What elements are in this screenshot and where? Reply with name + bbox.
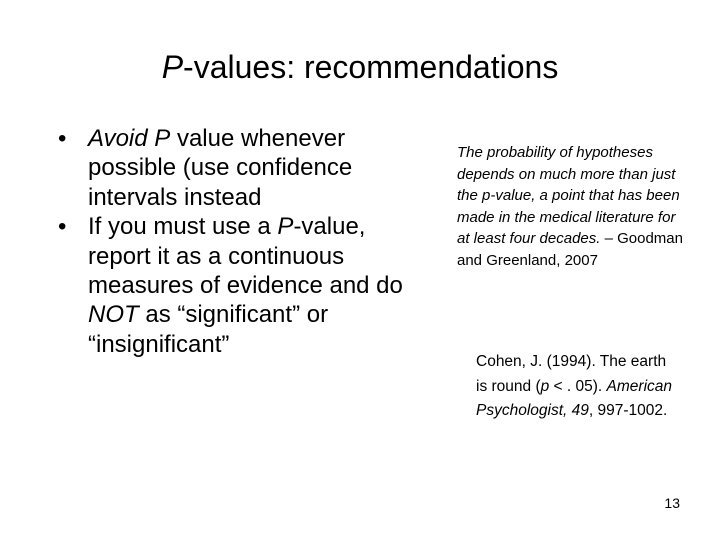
cohen-citation (476, 350, 676, 424)
citation-segment: Cohen, J. (1994). The earth is round ( (476, 353, 667, 395)
bullet-item-avoid-p-value (58, 124, 428, 212)
citation-segment: p (540, 377, 550, 395)
bullet-marker: • (58, 125, 67, 152)
citation-segment: American Psychologist, 49 (476, 377, 673, 420)
bullet-marker: • (58, 213, 67, 241)
quote-attribution: – Goodman and Greenland, 2007 (457, 230, 683, 269)
bullet-text-segment: value whenever possible (use confidence intervals instead (88, 125, 353, 211)
bullet-text-segment: P (277, 213, 294, 241)
citation-segment: , 997-1002. (588, 402, 668, 420)
bullet-text-segment: Avoid P (88, 125, 171, 152)
bullet-text-segment: as “significant” or “insignificant” (88, 301, 329, 358)
page-number: 13 (664, 495, 680, 511)
slide-title-italic: P (161, 49, 184, 85)
bullet-list (58, 124, 428, 359)
slide-title (0, 46, 720, 88)
bullet-text-segment: -value, report it as a continuous measures of evidence and do (88, 213, 403, 300)
bullet-item-report-continuous (58, 212, 428, 359)
bullet-text-segment: NOT (88, 301, 139, 329)
bullet-text-segment: If you must use a (88, 213, 278, 241)
quote-text: The probability of hypotheses depends on much more than just the p-value, a point that has been made in the medical literature for at least four decades. (457, 144, 680, 248)
citation-segment: < . 05). (549, 377, 607, 395)
goodman-greenland-quote (457, 142, 685, 272)
slide-title-rest: -values: recommendations (183, 49, 559, 85)
